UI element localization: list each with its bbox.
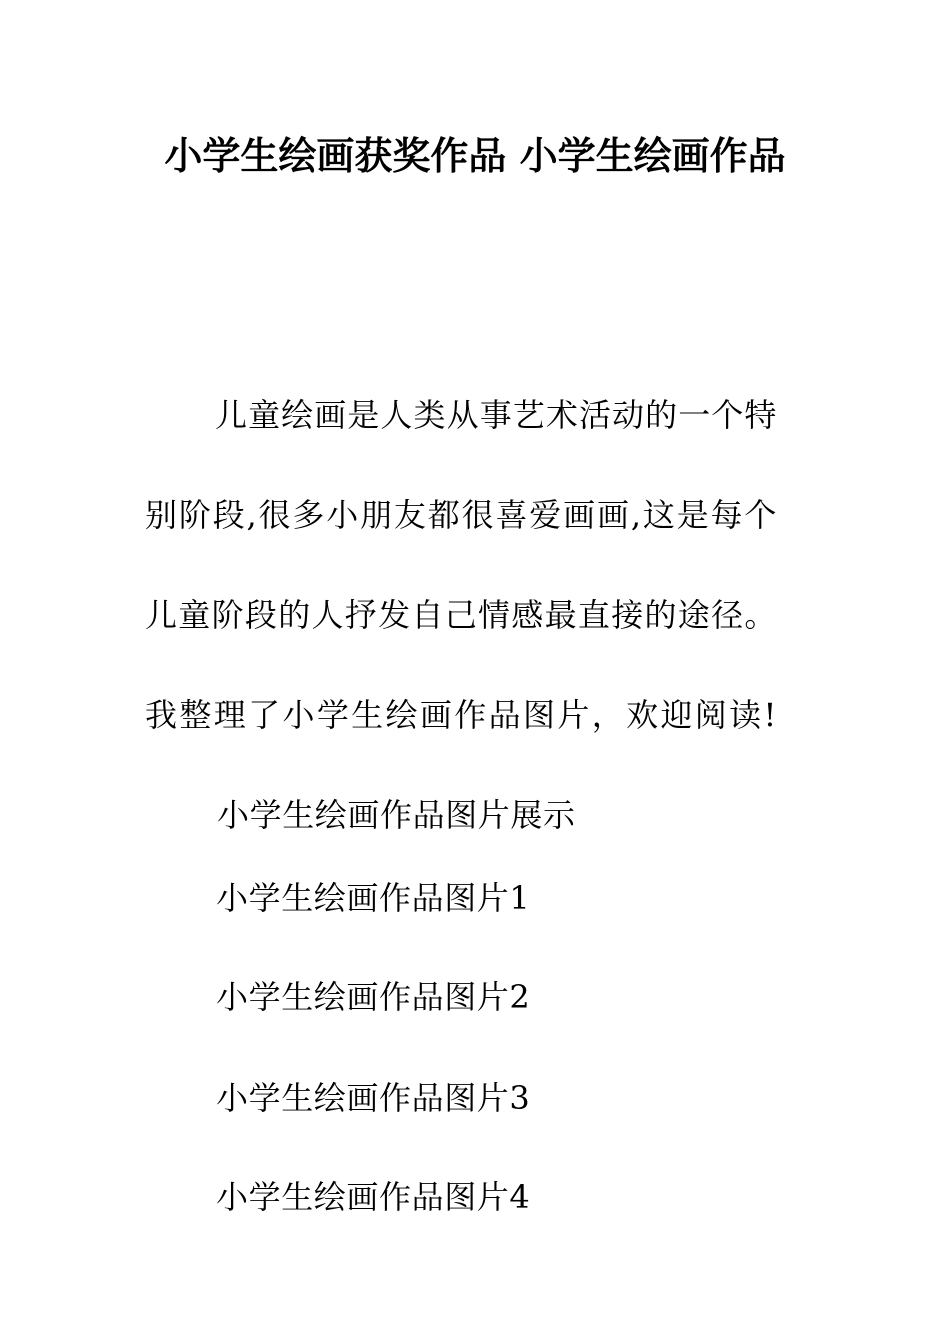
document-title: 小学生绘画获奖作品 小学生绘画作品	[164, 134, 786, 178]
image-caption-1: 小学生绘画作品图片1	[216, 879, 531, 917]
intro-paragraph	[145, 365, 777, 865]
image-caption-4: 小学生绘画作品图片4	[216, 1178, 531, 1216]
gallery-heading: 小学生绘画作品图片展示	[217, 796, 576, 834]
image-caption-3: 小学生绘画作品图片3	[216, 1079, 531, 1117]
image-caption-2: 小学生绘画作品图片2	[216, 978, 531, 1016]
intro-text: 儿童绘画是人类从事艺术活动的一个特别阶段,很多小朋友都很喜爱画画,这是每个儿童阶段的人抒发自己情感最直接的途径。我整理了小学生绘画作品图片，欢迎阅读!	[145, 396, 777, 734]
